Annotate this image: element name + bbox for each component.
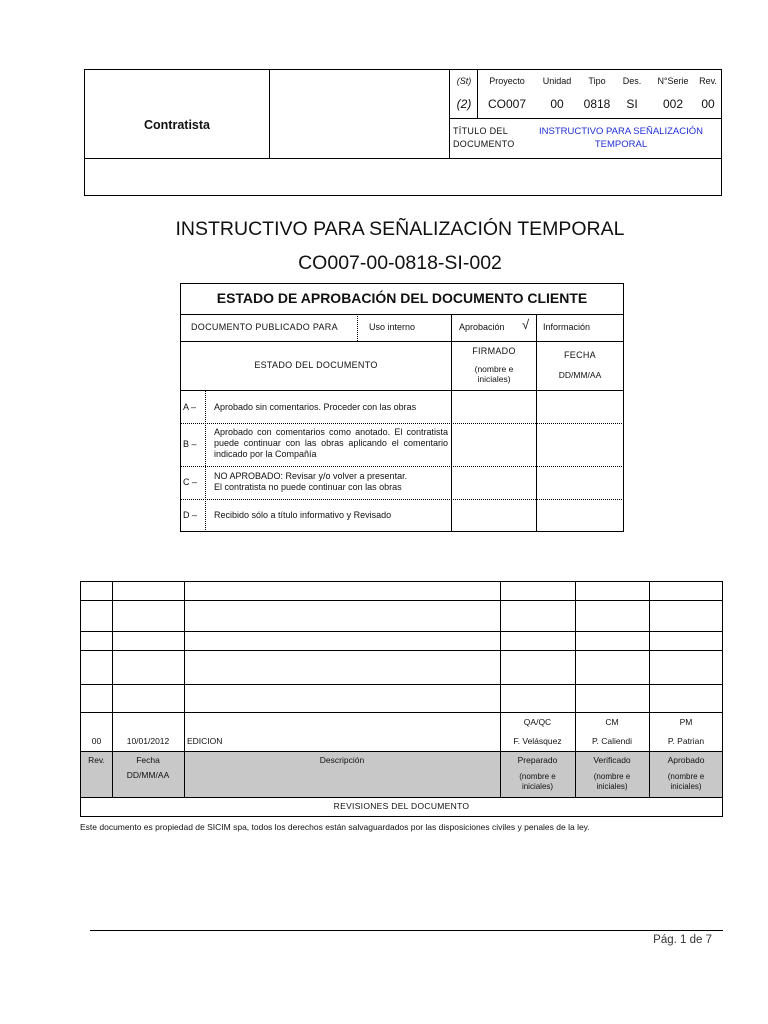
rev-value: 00 — [701, 97, 715, 111]
project-label: Proyecto — [489, 76, 525, 86]
revisions-table — [80, 581, 723, 817]
divider — [81, 712, 722, 713]
divider — [85, 158, 721, 159]
unit-value: 00 — [550, 97, 564, 111]
divider — [81, 600, 722, 601]
divider — [181, 341, 623, 342]
approval-status-table — [180, 283, 624, 532]
serial-value: 002 — [662, 97, 684, 111]
rev-date: 10/01/2012 — [126, 736, 170, 746]
divider — [181, 314, 623, 315]
title-value: INSTRUCTIVO PARA SEÑALIZACIÓN TEMPORAL — [539, 126, 703, 150]
status-text-c-line-1: NO APROBADO: Revisar y/o volver a presentar. — [214, 471, 408, 481]
approved-role: PM — [679, 717, 693, 727]
rev-number: 00 — [91, 736, 102, 746]
date-format: DD/MM/AA — [558, 370, 602, 380]
divider — [81, 751, 722, 752]
divider — [451, 314, 452, 341]
divider — [449, 118, 722, 119]
prepared-by: F. Velásquez — [513, 736, 562, 746]
approved-by: P. Patrian — [667, 736, 705, 746]
des-label: Des. — [622, 76, 642, 86]
verified-name-initials: (nombre e iniciales) — [593, 772, 631, 791]
description-header: Descripción — [319, 755, 365, 765]
verified-by: P. Caliendi — [591, 736, 632, 746]
rev-header: Rev. — [88, 755, 105, 765]
type-value: 0818 — [583, 97, 611, 111]
information-label: Información — [543, 322, 591, 332]
divider — [181, 390, 623, 391]
status-header: ESTADO DEL DOCUMENTO — [254, 360, 378, 370]
divider — [449, 70, 450, 158]
divider — [81, 650, 722, 651]
status-code-a: A – — [183, 402, 197, 412]
approved-header: Aprobado — [667, 755, 705, 765]
divider — [81, 684, 722, 685]
prepared-name-initials: (nombre e iniciales) — [519, 772, 556, 791]
divider — [181, 423, 624, 424]
status-text-d: Recibido sólo a título informativo y Revisado — [214, 510, 392, 520]
rev-description: EDICION — [187, 736, 223, 746]
approval-table-title: ESTADO DE APROBACIÓN DEL DOCUMENTO CLIENTE — [216, 290, 588, 306]
approval-label: Aprobación — [459, 322, 505, 332]
title-label-line-1: TÍTULO DEL — [453, 126, 509, 136]
divider — [81, 797, 722, 798]
document-title: INSTRUCTIVO PARA SEÑALIZACIÓN TEMPORAL — [175, 218, 625, 240]
serial-label: N°Serie — [657, 76, 689, 86]
verified-header: Verificado — [593, 755, 631, 765]
page-number: Pág. 1 de 7 — [653, 934, 712, 946]
type-label: Tipo — [588, 76, 606, 86]
divider — [269, 70, 270, 158]
check-mark: √ — [522, 317, 530, 332]
document-code: CO007-00-0818-SI-002 — [298, 252, 502, 274]
date-header: FECHA — [563, 350, 596, 360]
title-label-line-2: DOCUMENTO — [453, 139, 515, 149]
project-value: CO007 — [487, 97, 527, 111]
contractor-label: Contratista — [144, 118, 210, 132]
des-value: SI — [626, 97, 638, 111]
st-value: (2) — [456, 97, 472, 111]
status-code-d: D – — [183, 510, 198, 520]
title-label — [453, 125, 515, 151]
published-for-label: DOCUMENTO PUBLICADO PARA — [191, 322, 338, 332]
ownership-footnote: Este documento es propiedad de SICIM spa, todos los derechos están salvaguardados por las disposiciones civiles y penales de la ley. — [80, 822, 590, 832]
status-text-c — [214, 471, 448, 493]
signed-name-initials: (nombre e iniciales) — [474, 364, 514, 384]
prepared-header: Preparado — [517, 755, 558, 765]
status-code-c: C – — [183, 477, 198, 487]
footer-rule — [90, 930, 723, 931]
status-code-b: B – — [183, 439, 197, 449]
st-label: (St) — [456, 76, 472, 86]
prepared-role: QA/QC — [523, 717, 552, 727]
divider — [357, 314, 358, 341]
divider — [477, 70, 478, 118]
divider — [81, 631, 722, 632]
unit-label: Unidad — [542, 76, 572, 86]
divider — [536, 314, 537, 341]
divider — [181, 499, 624, 500]
divider — [451, 341, 452, 532]
signed-header: FIRMADO — [472, 346, 516, 356]
document-header-box — [84, 69, 722, 196]
internal-use-label: Uso interno — [369, 322, 416, 332]
divider — [181, 466, 624, 467]
rev-label: Rev. — [699, 76, 717, 86]
divider — [205, 390, 206, 532]
approved-name-initials: (nombre e iniciales) — [667, 772, 705, 791]
date-format: DD/MM/AA — [126, 770, 170, 780]
status-text-c-line-2: El contratista no puede continuar con las obras — [214, 482, 402, 492]
status-text-b: Aprobado con comentarios como anotado. El contratista puede continuar con las obras aplicando el comentario indicado por la Compañía — [214, 427, 448, 459]
date-header: Fecha — [136, 755, 160, 765]
revisions-footer: REVISIONES DEL DOCUMENTO — [333, 801, 470, 811]
status-text-a: Aprobado sin comentarios. Proceder con las obras — [214, 402, 417, 412]
verified-role: CM — [605, 717, 619, 727]
